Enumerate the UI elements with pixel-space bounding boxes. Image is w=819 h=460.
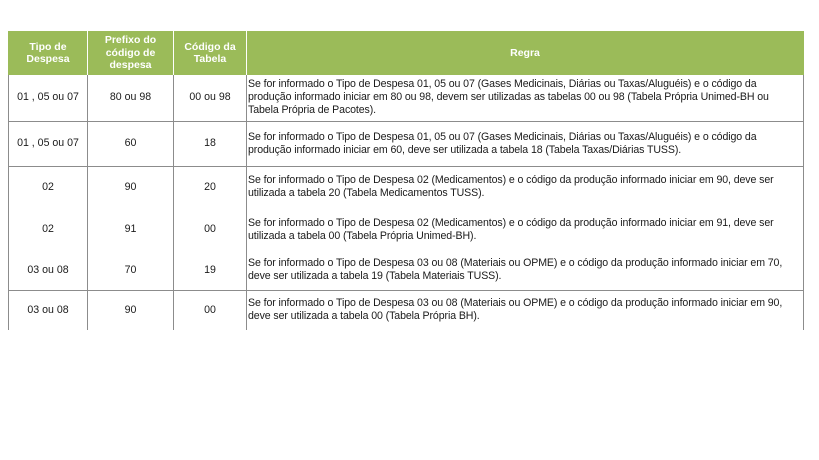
cell-tipo-despesa: 02 — [9, 166, 88, 208]
cell-prefixo: 70 — [88, 251, 174, 290]
cell-tipo-despesa: 03 ou 08 — [9, 251, 88, 290]
cell-regra: Se for informado o Tipo de Despesa 01, 05 ou 07 (Gases Medicinais, Diárias ou Taxas/Aluguéis) e o código da produção informado iniciar em 80 ou 98, devem ser utilizadas as tabelas 00 ou 98 (Tabela Própria Unimed-BH ou Tabela Própria de Pacotes). — [247, 75, 804, 121]
header-tipo-despesa: Tipo de Despesa — [9, 31, 88, 75]
table-row — [9, 290, 804, 330]
table-row — [9, 208, 804, 251]
cell-tipo-despesa: 01 , 05 ou 07 — [9, 75, 88, 121]
cell-prefixo: 90 — [88, 166, 174, 208]
cell-regra: Se for informado o Tipo de Despesa 03 ou 08 (Materiais ou OPME) e o código da produção informado iniciar em 70, deve ser utilizada a tabela 19 (Tabela Materiais TUSS). — [247, 251, 804, 290]
cell-codigo-tabela: 00 — [174, 208, 247, 251]
cell-prefixo: 91 — [88, 208, 174, 251]
table-row — [9, 121, 804, 166]
cell-codigo-tabela: 19 — [174, 251, 247, 290]
cell-codigo-tabela: 00 ou 98 — [174, 75, 247, 121]
cell-prefixo: 90 — [88, 290, 174, 330]
cell-tipo-despesa: 02 — [9, 208, 88, 251]
cell-tipo-despesa: 01 , 05 ou 07 — [9, 121, 88, 166]
table-header — [9, 31, 804, 75]
rules-table-container — [8, 31, 803, 331]
header-regra: Regra — [247, 31, 804, 75]
table-row — [9, 251, 804, 290]
header-row — [9, 31, 804, 75]
header-codigo-tabela: Código da Tabela — [174, 31, 247, 75]
table-row — [9, 75, 804, 121]
cell-regra: Se for informado o Tipo de Despesa 02 (Medicamentos) e o código da produção informado iniciar em 90, deve ser utilizada a tabela 20 (Tabela Medicamentos TUSS). — [247, 166, 804, 208]
cell-regra: Se for informado o Tipo de Despesa 02 (Medicamentos) e o código da produção informado iniciar em 91, deve ser utilizada a tabela 00 (Tabela Própria Unimed-BH). — [247, 208, 804, 251]
table-row — [9, 166, 804, 208]
header-prefixo-codigo: Prefixo do código de despesa — [88, 31, 174, 75]
rules-table — [8, 31, 804, 330]
cell-prefixo: 80 ou 98 — [88, 75, 174, 121]
cell-tipo-despesa: 03 ou 08 — [9, 290, 88, 330]
cell-regra: Se for informado o Tipo de Despesa 01, 05 ou 07 (Gases Medicinais, Diárias ou Taxas/Aluguéis) e o código da produção informado iniciar em 60, deve ser utilizada a tabela 18 (Tabela Taxas/Diárias TUSS). — [247, 121, 804, 166]
cell-codigo-tabela: 18 — [174, 121, 247, 166]
cell-prefixo: 60 — [88, 121, 174, 166]
cell-codigo-tabela: 20 — [174, 166, 247, 208]
cell-regra: Se for informado o Tipo de Despesa 03 ou 08 (Materiais ou OPME) e o código da produção informado iniciar em 90, deve ser utilizada a tabela 00 (Tabela Própria BH). — [247, 290, 804, 330]
cell-codigo-tabela: 00 — [174, 290, 247, 330]
table-body — [9, 75, 804, 330]
